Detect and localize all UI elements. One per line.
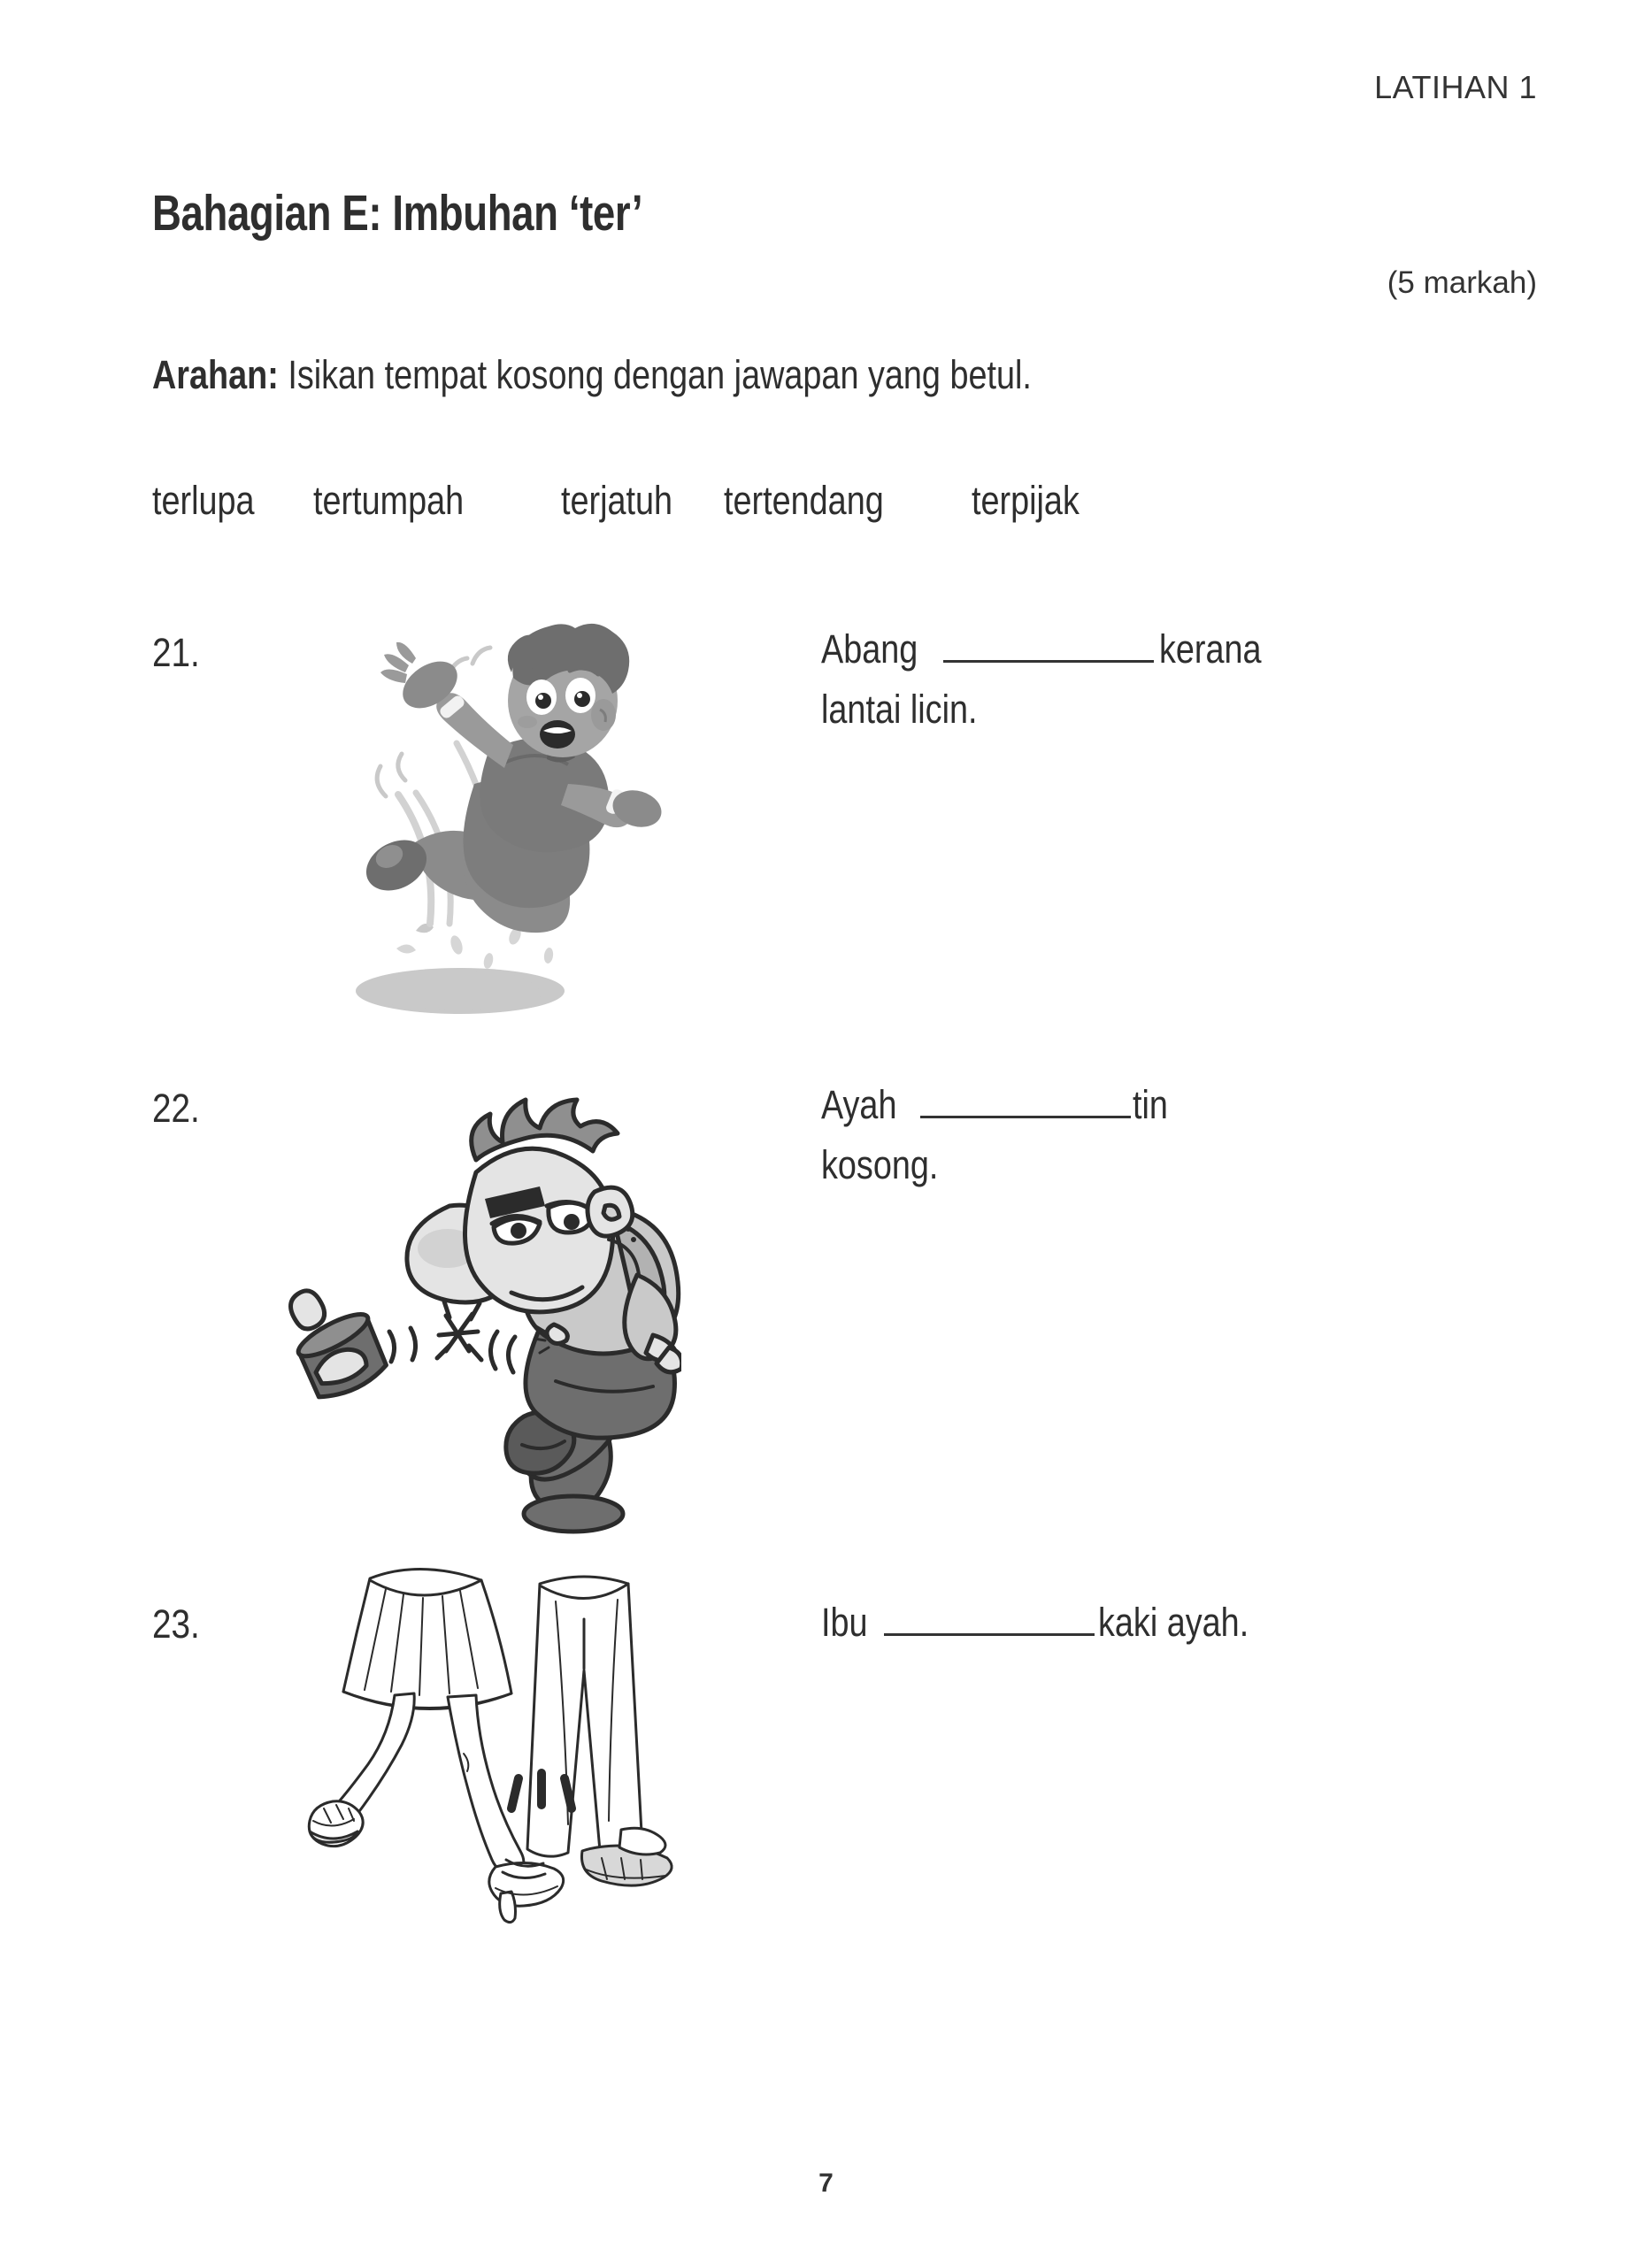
word-bank-item: terpijak xyxy=(971,478,1080,523)
answer-blank[interactable] xyxy=(884,1603,1095,1636)
woman-stepping-on-mans-foot-illustration xyxy=(274,1566,717,2062)
question-item xyxy=(0,1075,1652,1570)
answer-blank[interactable] xyxy=(943,630,1154,663)
sentence-part: kosong. xyxy=(821,1142,939,1187)
question-sentence xyxy=(821,619,1281,740)
answer-blank[interactable] xyxy=(920,1086,1131,1118)
sentence-part: kaki ayah. xyxy=(1097,1600,1249,1645)
page-header xyxy=(1374,69,1537,106)
question-item xyxy=(0,619,1652,1062)
question-number: 21. xyxy=(152,630,200,675)
sentence-part: Abang xyxy=(821,626,918,672)
boy-slipping-on-wet-floor-illustration xyxy=(283,619,664,1026)
question-item xyxy=(0,1593,1652,2070)
instruction-text: Isikan tempat kosong dengan jawapan yang betul. xyxy=(278,352,1032,397)
page-number: 7 xyxy=(818,2169,834,2198)
question-number: 23. xyxy=(152,1601,200,1647)
marks-label: (5 markah) xyxy=(1387,265,1537,300)
sentence-part: lantai licin. xyxy=(821,687,978,732)
instruction-label: Arahan: xyxy=(152,352,279,397)
word-bank xyxy=(152,478,1541,524)
question-sentence xyxy=(821,1075,1174,1195)
sentence-part: kerana xyxy=(1159,626,1262,672)
sentence-part: Ibu xyxy=(821,1600,868,1645)
question-sentence xyxy=(821,1593,1277,1653)
word-bank-item: tertumpah xyxy=(312,478,464,523)
sentence-part: tin xyxy=(1132,1082,1168,1127)
instruction-line xyxy=(152,352,1032,398)
word-bank-item: terlupa xyxy=(152,478,255,523)
question-number: 22. xyxy=(152,1086,200,1131)
word-bank-item: terjatuh xyxy=(561,478,673,523)
section-title: Bahagian E: Imbuhan ‘ter’ xyxy=(152,185,643,242)
sentence-part: Ayah xyxy=(821,1082,897,1127)
exercise-label: LATIHAN 1 xyxy=(1374,69,1537,105)
man-kicking-empty-can-illustration xyxy=(257,1066,681,1544)
word-bank-item: tertendang xyxy=(724,478,885,523)
